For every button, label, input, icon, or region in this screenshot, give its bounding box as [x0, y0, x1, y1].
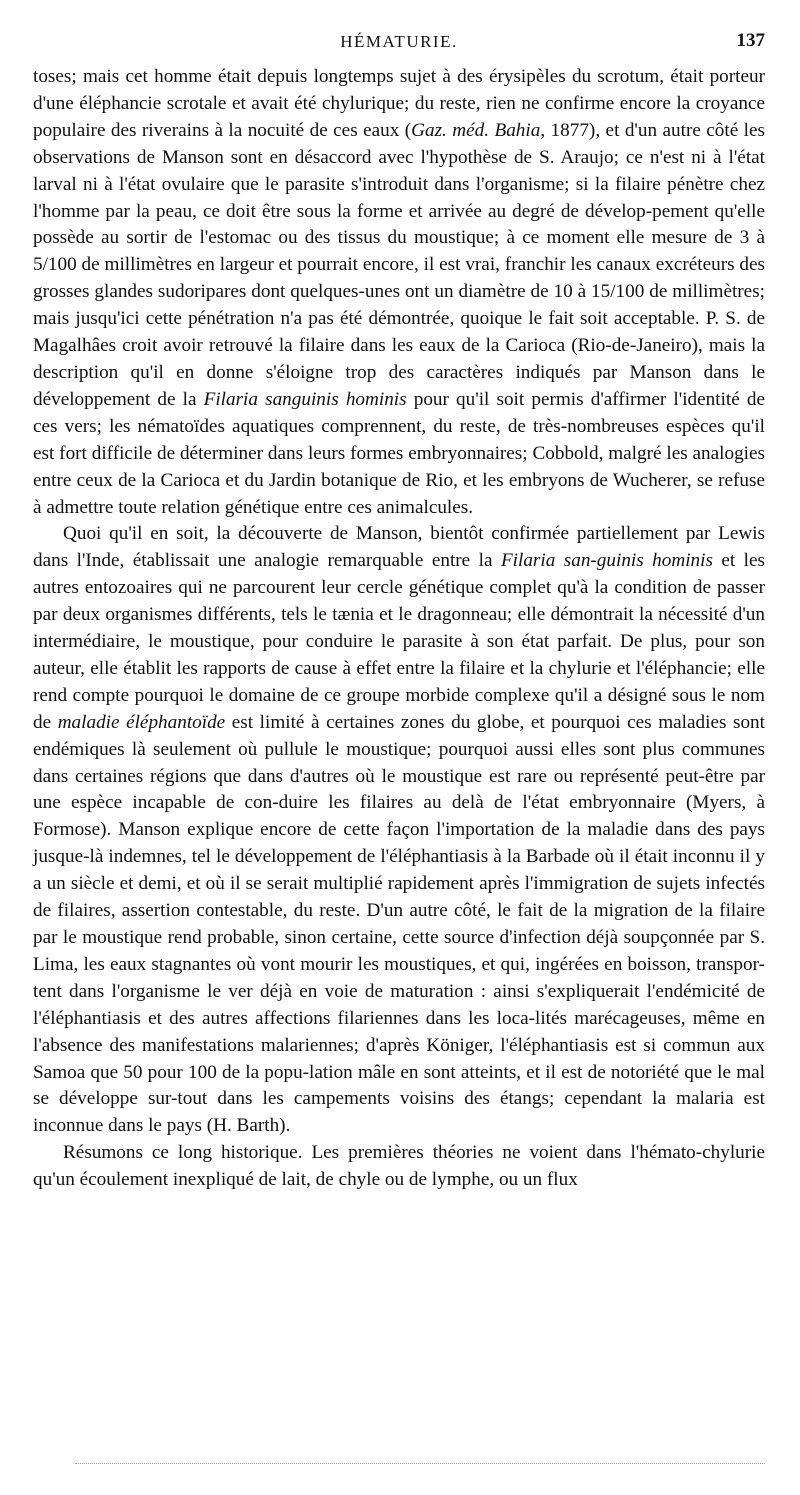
text-run: est limité à certaines zones du globe, et pourquoi ces maladies sont endémiques là seulement où pullule le moustique; pourquoi aussi elles sont plus communes dans certaines régions que dans d'autres où le moustique est rare ou représenté peut-être par une espèce incapable de con-duire les filaires au delà de l'état embryonnaire (Myers, à Formose). Manson explique encore de cette façon l'importation de la maladie dans des pays jusque-là indemnes, tel le développement de l'éléphantiasis à la Barbade où il était inconnu il y a un siècle et demi, et où il se serait multiplié rapidement après l'immigration de sujets infectés de filaires, assertion contestable, du reste. D'un autre côté, le fait de la migration de la filaire par le moustique rend probable, sinon certaine, cette source d'infection déjà soupçonnée par S. Lima, les eaux stagnantes où vont mourir les moustiques, et qui, ingérées en boisson, transpor-tent dans l'organisme le ver déjà en voie de maturation : ainsi s'expliquerait l'endémicité de l'éléphantiasis et des autres affections filariennes dans les loca-lités marécageuses, même en l'absence des manifestations malariennes; d'après Königer, l'éléphantiasis est si commun aux Samoa que 50 pour 100 de la popu-lation mâle en sont atteints, et il est de notoriété que le mal se développe sur-tout dans les campements voisins des étangs; cependant la malaria est inconnue dans le pays (H. Barth). — [33, 711, 765, 1137]
text-run: toses; mais cet homme était depuis longtemps sujet à des érysipèles du scrotum, était porteur d'une éléphancie scrotale et avait été chylurique; du reste, rien ne confirme encore la croyance populaire des riverains à la nocuité de ces eaux ( — [33, 66, 765, 141]
italic-species-name: Filaria san-guinis hominis — [500, 550, 713, 572]
italic-citation: Gaz. méd. Bahia — [411, 119, 541, 141]
text-run: et les autres entozoaires qui ne parcourent leur cercle génétique complet qu'à la condition de passer par deux organismes différents, tels le tænia et le dragonneau; elle démontrait la nécessité d'un intermédiaire, le moustique, pour conduire le parasite à son état parfait. De plus, pour son auteur, elle établit les rapports de cause à effet entre la filaire et la chylurie et l'éléphancie; elle rend compte pourquoi le domaine de ce groupe morbide complexe qu'il a désigné sous le nom de — [33, 550, 765, 733]
italic-disease-name: maladie éléphantoïde — [57, 711, 226, 733]
italic-species-name: Filaria sanguinis hominis — [203, 388, 407, 410]
text-run: Résumons ce long historique. Les premières théories ne voient dans l'hémato-chylurie qu'un écoulement inexpliqué de lait, de chyle ou de lymphe, ou un flux — [33, 1142, 765, 1191]
running-head — [33, 30, 765, 56]
body-text — [33, 64, 765, 1194]
paragraph-1 — [33, 64, 765, 521]
paragraph-2 — [33, 521, 765, 1140]
document-page — [33, 30, 765, 1194]
running-title: HÉMATURIE. — [340, 32, 458, 51]
page-number: 137 — [736, 30, 765, 51]
text-run: , 1877), et d'un autre côté les observations de Manson sont en désaccord avec l'hypothèse de S. Araujo; ce n'est ni à l'état larval ni à l'état ovulaire que le parasite s'introduit dans l'organisme; si la filaire pénètre chez l'homme par la peau, ce doit être sous la forme et arrivée au degré de dévelop-pement qu'elle possède au sortir de l'estomac ou des tissus du moustique; à ce moment elle mesure de 3 à 5/100 de millimètres en largeur et pourrait encore, il est vrai, franchir les canaux excréteurs des grosses glandes sudoripares dont quelques-unes ont un diamètre de 10 à 15/100 de millimètres; mais jusqu'ici cette pénétration n'a pas été démontrée, quoique le fait soit acceptable. P. S. de Magalhâes croit avoir retrouvé la filaire dans les eaux de la Carioca (Rio-de-Janeiro), mais la description qu'il en donne s'éloigne trop des caractères indiqués par Manson dans le développement de la — [33, 119, 765, 410]
footer-rule — [75, 1463, 765, 1464]
text-run: pour qu'il soit permis d'affirmer l'identité de ces vers; les nématoïdes aquatiques comprennent, du reste, de très-nombreuses espèces qu'il est fort difficile de déterminer dans leurs formes embryonnaires; Cobbold, malgré les analogies entre ceux de la Carioca et du Jardin botanique de Rio, et les embryons de Wucherer, se refuse à admettre toute relation génétique entre ces animalcules. — [33, 388, 766, 518]
paragraph-3 — [33, 1140, 765, 1194]
text-run: Quoi qu'il en soit, la découverte de Manson, bientôt confirmée partiellement par Lewis dans l'Inde, établissait une analogie remarquable entre la — [33, 523, 765, 572]
